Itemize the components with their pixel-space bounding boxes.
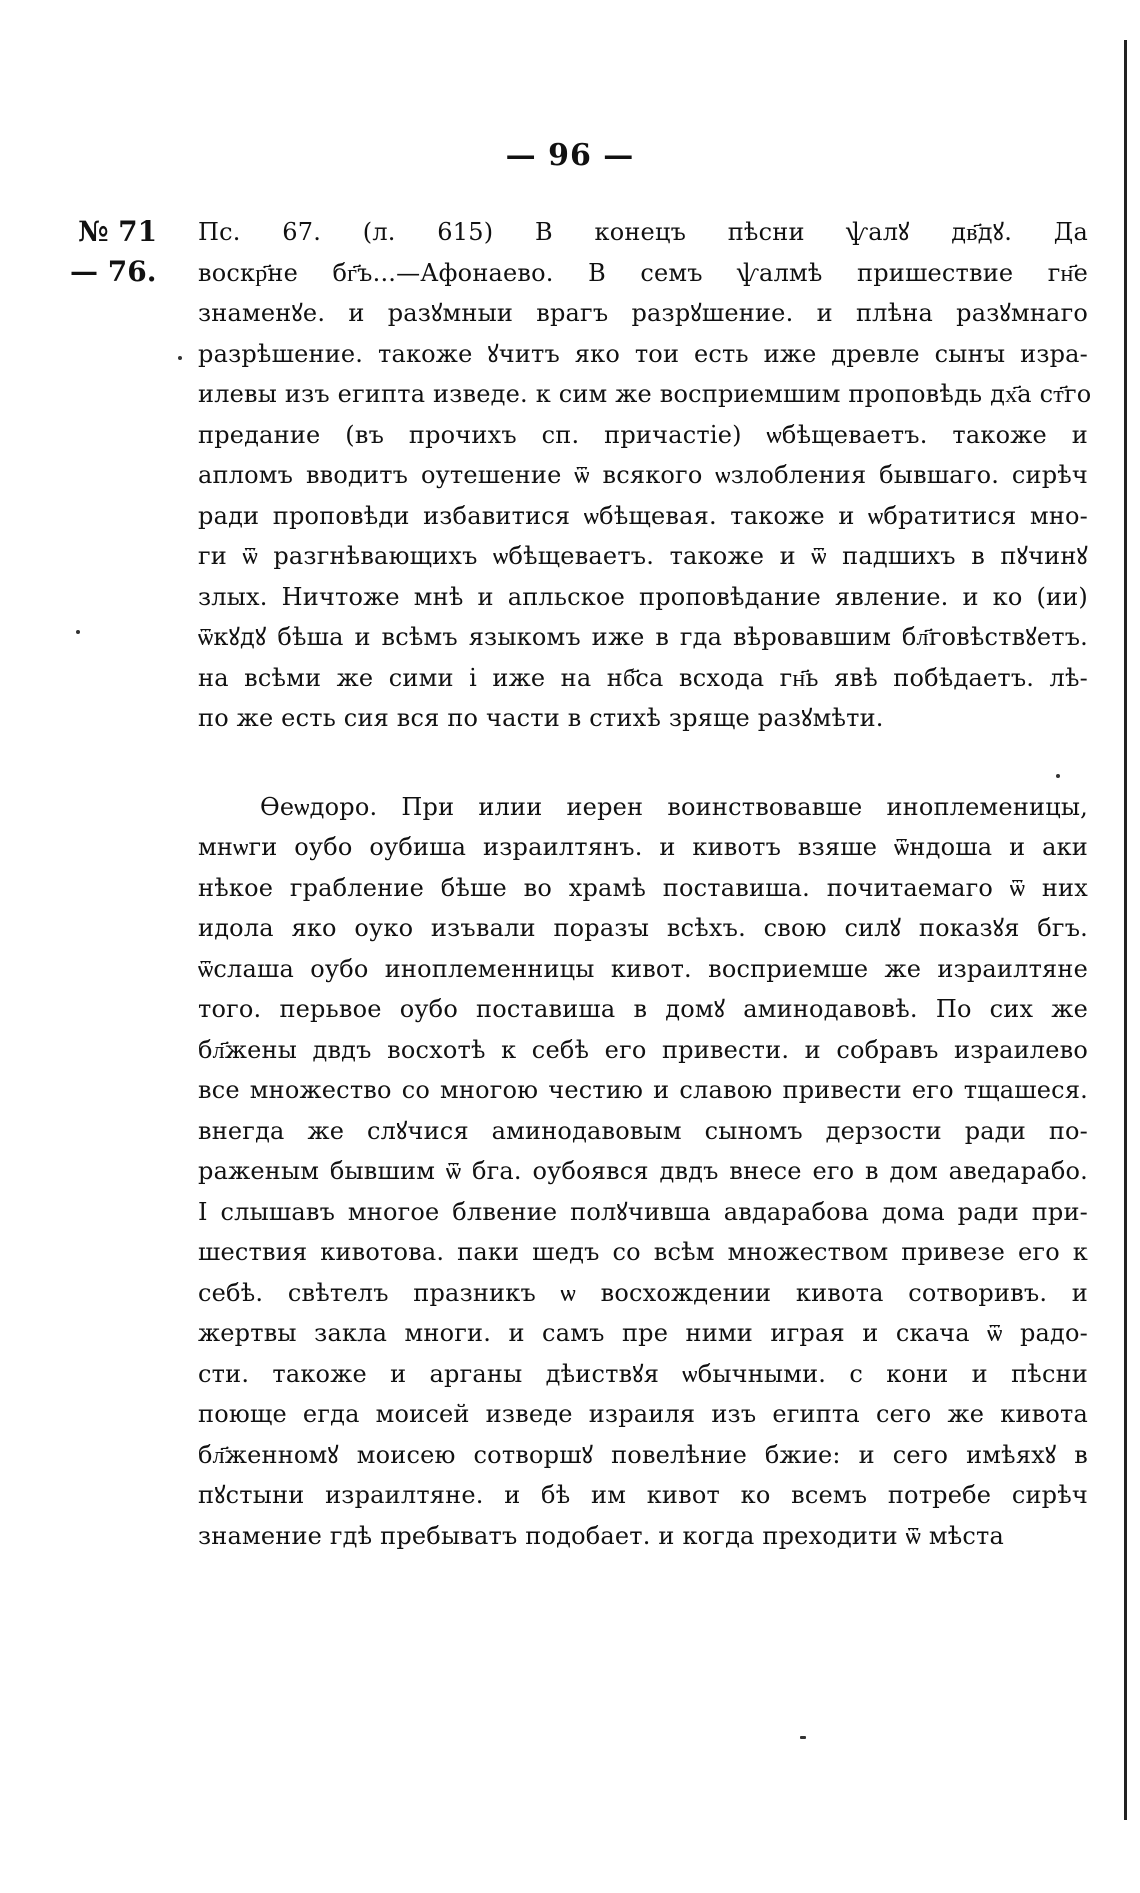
text-line: знаменꙋе. и разꙋмныи врагъ разрꙋшение. и плѣна разꙋмнаго xyxy=(198,299,1088,327)
scan-speck xyxy=(800,1736,806,1739)
text-line: по же есть сия вся по части в стихѣ зряще разꙋмѣти. xyxy=(198,704,884,732)
text-line: бл҃жены двдъ восхотѣ к себѣ его привести. и собравъ израилево xyxy=(198,1035,1088,1064)
margin-note-line: — 76. xyxy=(70,255,157,288)
text-line: апломъ вводитъ оутешение ѿ всякого ѡзлобления бывшаго. сирѣч xyxy=(198,461,1088,489)
text-line: Пс. 67. (л. 615) В конецъ пѣсни ѱалꙋ дв҃дꙋ. Да xyxy=(198,218,1088,246)
text-line: ради проповѣди избавитися ѡбѣщевая. такоже и ѡбратитися мно- xyxy=(198,501,1088,530)
scan-edge-line xyxy=(1124,40,1127,1820)
scan-speck xyxy=(1056,774,1060,778)
text-line: раженым бывшим ѿ бга. оубоявся двдъ внесе его в дом аведарабо. xyxy=(198,1157,1088,1185)
text-line: знамение гдѣ пребыватъ подобает. и когда преходити ѿ мѣста xyxy=(198,1521,1005,1550)
paragraph-theodore xyxy=(198,787,1088,1557)
body-text xyxy=(198,212,1092,1556)
text-line: сти. такоже и арганы дѣиствꙋя ѡбычными. с кони и пѣсни xyxy=(198,1359,1088,1388)
text-line: ѿслаша оубо иноплеменницы кивот. восприемше же израилтяне xyxy=(198,954,1088,983)
text-line: разрѣшение. такоже ꙋчитъ яко тои есть иже древле сынꙑ изра- xyxy=(198,339,1088,368)
text-line: на всѣми же сими і иже на нб҃са всхода гн҃ь явѣ побѣдаетъ. лѣ- xyxy=(198,663,1088,692)
text-line: илевы изъ египта изведе. к сим же восприемшим проповѣдь дх҃а ст҃го xyxy=(198,380,1092,408)
text-line: себѣ. свѣтелъ празникъ ѡ восхождении кивота сотворивъ. и xyxy=(198,1278,1088,1307)
paragraph-psalm xyxy=(198,212,1092,739)
text-line: внегда же слꙋчися аминодавовым сыномъ дерзости ради по- xyxy=(198,1116,1088,1145)
text-line: того. перьвое оубо поставиша в домꙋ аминодавовѣ. По сих же xyxy=(198,995,1088,1023)
text-line: пꙋстыни израилтяне. и бѣ им кивот ко всемъ потребе сирѣч xyxy=(198,1481,1088,1509)
scan-speck xyxy=(178,356,182,360)
text-line: мнѡги оубо оубиша израилтянъ. и кивотъ взяше ѿндоша и аки xyxy=(198,833,1088,861)
text-line: нѣкое грабление бѣше во храмѣ поставиша. почитаемаго ѿ них xyxy=(198,873,1088,902)
text-line: шествия кивотова. паки шедъ со всѣм множеством привезе его к xyxy=(198,1238,1088,1266)
page-number: — 96 — xyxy=(505,138,635,173)
scan-speck xyxy=(76,630,80,634)
margin-note-line: № 71 xyxy=(78,215,158,248)
text-line: ги ѿ разгнѣвающихъ ѡбѣщеваетъ. такоже и ѿ падшихъ в пꙋчинꙋ xyxy=(198,542,1088,570)
text-line: воскр҃не бг҃ъ...—Афонаево. В семъ ѱалмѣ пришествие гн҃е xyxy=(198,258,1088,287)
text-line: идола яко оуко изъвали поразꙑ всѣхъ. свою силꙋ показꙋя бгъ. xyxy=(198,914,1088,942)
text-line: злых. Ничтоже мнѣ и апльское проповѣдание явление. и ко (ии) xyxy=(198,582,1088,611)
text-line: все множество со многою честию и славою привести его тщашеся. xyxy=(198,1076,1088,1104)
text-line: жертвы закла многи. и самъ пре ними играя и скача ѿ радо- xyxy=(198,1319,1088,1347)
text-line: поюще егда моисей изведе израиля изъ египта сего же кивота xyxy=(198,1400,1088,1428)
text-line: бл҃женномꙋ моисею сотворшꙋ повелѣние бжие: и сего имѣяхꙋ в xyxy=(198,1440,1088,1469)
text-line: І слышавъ многое блвение полꙋчивша авдарабова дома ради при- xyxy=(198,1197,1088,1226)
text-line: предание (въ прочихъ сп. причастіе) ѡбѣщеваетъ. такоже и xyxy=(198,420,1088,449)
text-line: ѿкꙋдꙋ бѣша и всѣмъ языкомъ иже в гда вѣровавшим бл҃говѣствꙋетъ. xyxy=(198,623,1088,651)
text-line: Ѳеѡдоро. При илии иерен воинствовавше иноплеменицы, xyxy=(260,792,1088,821)
margin-note xyxy=(70,212,198,292)
